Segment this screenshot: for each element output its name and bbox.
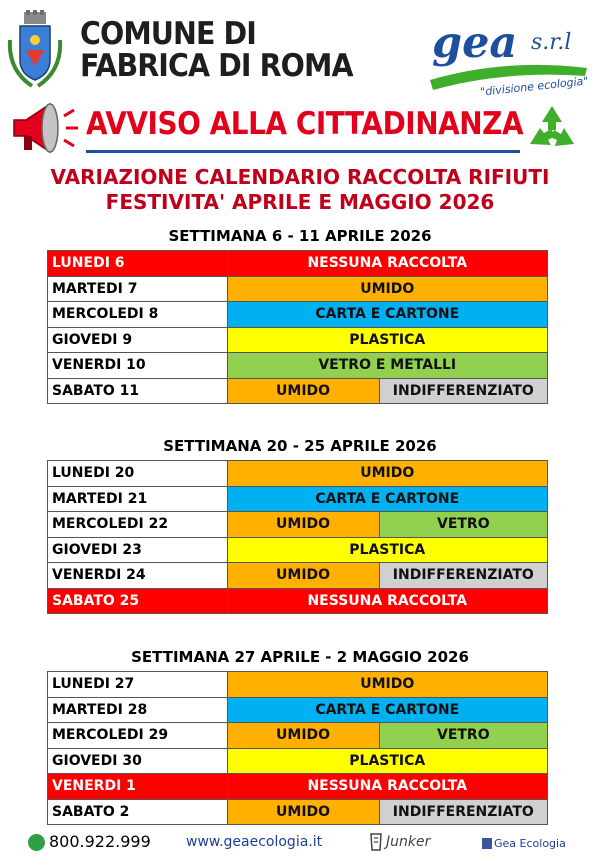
day-cell: VENERDI 1 xyxy=(48,774,228,800)
schedule-row xyxy=(48,563,548,589)
gea-logo-name: gea xyxy=(432,18,518,68)
day-cell: SABATO 25 xyxy=(48,588,228,614)
day-cell: LUNEDI 20 xyxy=(48,461,228,487)
day-cell: MARTEDI 28 xyxy=(48,697,228,723)
day-cell: GIOVEDI 9 xyxy=(48,327,228,353)
collection-cell: PLASTICA xyxy=(227,327,548,353)
week-title: SETTIMANA 6 - 11 APRILE 2026 xyxy=(168,227,432,245)
schedule-row xyxy=(48,799,548,825)
day-cell: VENERDI 24 xyxy=(48,563,228,589)
collection-cell: CARTA E CARTONE xyxy=(227,486,548,512)
collection-cell: VETRO E METALLI xyxy=(227,353,548,379)
day-cell: LUNEDI 6 xyxy=(48,251,228,277)
website-link[interactable]: www.geaecologia.it xyxy=(186,834,323,850)
collection-cell: VETRO xyxy=(379,723,547,749)
gea-logo-subtitle: "divisione ecologia" xyxy=(479,74,589,99)
day-cell: GIOVEDI 30 xyxy=(48,748,228,774)
junker-icon xyxy=(368,832,384,852)
day-cell: MARTEDI 21 xyxy=(48,486,228,512)
gea-logo-srl: s.r.l xyxy=(531,30,572,55)
week-title: SETTIMANA 20 - 25 APRILE 2026 xyxy=(163,437,437,455)
schedule-row xyxy=(48,537,548,563)
junker-label: Junker xyxy=(386,834,431,850)
collection-cell: UMIDO xyxy=(227,378,379,404)
heading-underline xyxy=(86,150,520,153)
collection-cell: UMIDO xyxy=(227,672,548,698)
day-cell: MERCOLEDI 22 xyxy=(48,512,228,538)
schedule-row xyxy=(48,697,548,723)
comune-name xyxy=(80,18,356,82)
facebook-link[interactable]: Gea Ecologia xyxy=(494,837,566,850)
collection-cell: VETRO xyxy=(379,512,547,538)
comune-crest-icon xyxy=(6,10,64,92)
schedule-row xyxy=(48,251,548,277)
collection-cell: NESSUNA RACCOLTA xyxy=(227,588,548,614)
schedule-row xyxy=(48,723,548,749)
day-cell: SABATO 11 xyxy=(48,378,228,404)
week-schedule-table xyxy=(47,671,548,825)
day-cell: SABATO 2 xyxy=(48,799,228,825)
megaphone-icon xyxy=(10,98,80,158)
collection-cell: NESSUNA RACCOLTA xyxy=(227,251,548,277)
comune-line-1: COMUNE DI xyxy=(80,16,257,52)
collection-cell: UMIDO xyxy=(227,563,379,589)
day-cell: LUNEDI 27 xyxy=(48,672,228,698)
collection-cell: INDIFFERENZIATO xyxy=(379,378,547,404)
schedule-row xyxy=(48,276,548,302)
schedule-row xyxy=(48,327,548,353)
day-cell: MERCOLEDI 29 xyxy=(48,723,228,749)
day-cell: GIOVEDI 23 xyxy=(48,537,228,563)
schedule-row xyxy=(48,588,548,614)
collection-cell: UMIDO xyxy=(227,461,548,487)
schedule-row xyxy=(48,378,548,404)
subtitle-line-2: FESTIVITA' APRILE E MAGGIO 2026 xyxy=(105,190,495,214)
schedule-row xyxy=(48,512,548,538)
phone-icon xyxy=(28,834,45,851)
comune-line-2: FABRICA DI ROMA xyxy=(80,48,353,84)
collection-cell: INDIFFERENZIATO xyxy=(379,799,547,825)
phone-number: 800.922.999 xyxy=(49,832,151,851)
week-schedule-table xyxy=(47,460,548,614)
collection-cell: UMIDO xyxy=(227,276,548,302)
collection-cell: UMIDO xyxy=(227,799,379,825)
collection-cell: CARTA E CARTONE xyxy=(227,697,548,723)
schedule-row xyxy=(48,672,548,698)
week-schedule-table xyxy=(47,250,548,404)
subtitle-line-1: VARIAZIONE CALENDARIO RACCOLTA RIFIUTI xyxy=(50,165,550,189)
schedule-row xyxy=(48,748,548,774)
collection-cell: NESSUNA RACCOLTA xyxy=(227,774,548,800)
recycle-icon xyxy=(522,100,582,160)
schedule-row xyxy=(48,353,548,379)
schedule-row xyxy=(48,302,548,328)
avviso-heading: AVVISO ALLA CITTADINANZA xyxy=(86,106,524,142)
collection-cell: CARTA E CARTONE xyxy=(227,302,548,328)
collection-cell: PLASTICA xyxy=(227,748,548,774)
collection-cell: PLASTICA xyxy=(227,537,548,563)
schedule-row xyxy=(48,486,548,512)
week-title: SETTIMANA 27 APRILE - 2 MAGGIO 2026 xyxy=(131,648,469,666)
day-cell: MERCOLEDI 8 xyxy=(48,302,228,328)
schedule-row xyxy=(48,774,548,800)
collection-cell: UMIDO xyxy=(227,512,379,538)
collection-cell: INDIFFERENZIATO xyxy=(379,563,547,589)
day-cell: VENERDI 10 xyxy=(48,353,228,379)
day-cell: MARTEDI 7 xyxy=(48,276,228,302)
facebook-icon xyxy=(482,838,492,849)
schedule-row xyxy=(48,461,548,487)
collection-cell: UMIDO xyxy=(227,723,379,749)
